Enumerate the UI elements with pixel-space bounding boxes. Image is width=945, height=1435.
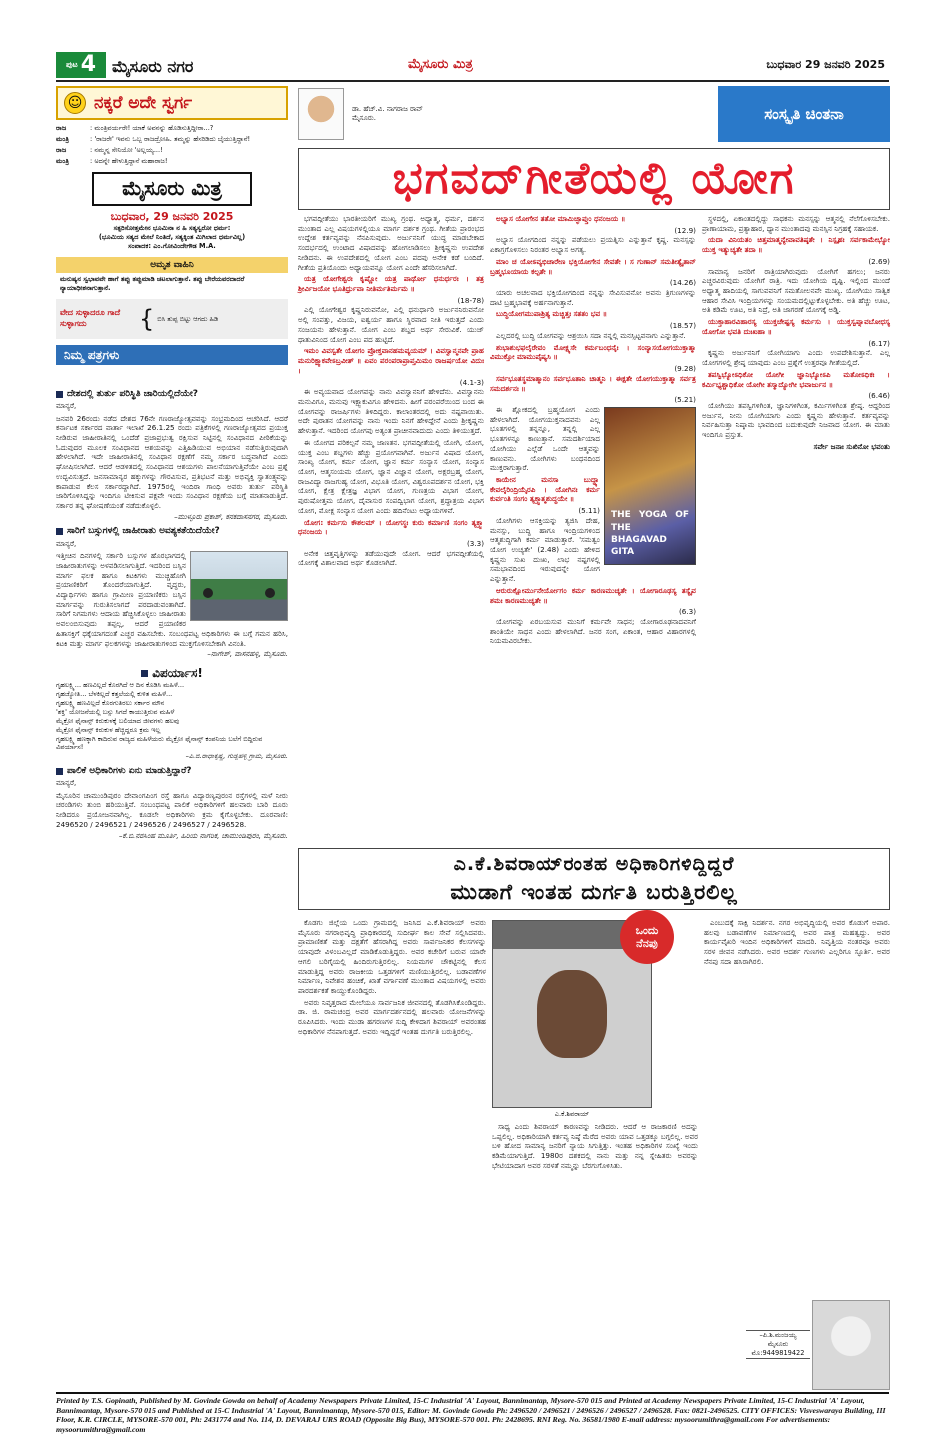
editor-name: ಸಂಪಾದಕ: ಎಂ.ಗೋವಿಂದೇಗೌಡ M.A. [128, 242, 216, 251]
article2-column-2 [492, 1122, 698, 1386]
shloka-ref: (18.57) [669, 321, 696, 331]
editorial-info [56, 210, 288, 252]
editorial-date: ಬುಧವಾರ, 29 ಜನವರಿ 2025 [110, 209, 234, 223]
article-paragraph: ಸಾಧ್ಯ ಎಂದು ಶಿವರಾಯ್ ಕಾರಣವನ್ನು ನೀಡಿದರು. ಆದರೆ ಆ ರಾಜಕಾರಣಿ ಅದನ್ನು ಒಪ್ಪಲಿಲ್ಲ. ಅಧಿಕಾರಿಯಾಗಿ ಕರ್ತವ್ಯ ನಿಷ್ಠೆ ಮೆರೆದ ಅವರು ಯಾವ ಒತ್ತಡಕ್ಕೂ ಬಗ್ಗಲಿಲ್ಲ. ಅವರ ಬಳಿ ಹೋದ ಸಾಮಾನ್ಯ ಜನರಿಗೆ ನ್ಯಾಯ ಸಿಗುತ್ತಿತ್ತು. ಇಂತಹ ಅಧಿಕಾರಿಗಳ ಸಂಖ್ಯೆ ಇಂದು ಕಡಿಮೆಯಾಗುತ್ತಿದೆ. 1980ರ ದಶಕದಲ್ಲಿ ನಾನು ಮತ್ತು ನನ್ನ ಸ್ನೇಹಿತರು ಅವರನ್ನು ಭೇಟಿಯಾದಾಗ ಅವರ ಸರಳತೆ ನಮ್ಮನ್ನು ಬೆರಗುಗೊಳಿಸಿತು. [492, 1122, 698, 1170]
shloka-ref: (6.17) [868, 338, 890, 348]
shloka-ref: (12.9) [674, 225, 696, 235]
bus-photo [190, 551, 288, 621]
page-number-box [56, 52, 106, 78]
dialogue-line: ಮಂತ್ರಿ : ಅದನ್ನೇ ಹೇಳುತ್ತಿದ್ದಾನೆ ಮಹಾರಾಜ! [56, 156, 168, 165]
article-paragraph: ಎಲ್ಲಿ ಯೋಗೇಶ್ವರ ಕೃಷ್ಣನಿರುವನೋ, ಎಲ್ಲಿ ಧನುರ್ಧಾರಿ ಅರ್ಜುನನಿರುವನೋ ಅಲ್ಲಿ ಸಂಪತ್ತು, ವಿಜಯ, ಐಶ್ವರ್ಯ ಹಾಗೂ ಸ್ಥಿರವಾದ ನೀತಿ ಇರುತ್ತದೆ ಎಂದು ಸಂಜಯನು ಹೇಳುತ್ತಾನೆ. ಯೋಗ ಎಂಬ ಶಬ್ದದ ಅರ್ಥ ಸೇರುವಿಕೆ. ಯುಜ್ ಧಾತುವಿನಿಂದ ಯೋಗ ಎಂಬ ಪದ ಹುಟ್ಟಿದೆ. [298, 305, 484, 344]
letter-body: ಮೈಸೂರಿನ ಚಾಮುಂಡಿಪುರಂ ದೇವಾಂಗಪಿಂಗ ರಸ್ತೆ ಹಾಗೂ ವಿದ್ಯಾರಣ್ಯಪುರಂನ ರಸ್ತೆಗಳಲ್ಲಿ ಮಳೆ ನೀರು ಚರಂಡಿಗಳು ತುಂಬಿ ಹರಿಯುತ್ತಿವೆ. ಸಂಬಂಧಪಟ್ಟ ಪಾಲಿಕೆ ಅಧಿಕಾರಿಗಳಿಗೆ ಹಲವಾರು ಬಾರಿ ದೂರು ನೀಡಿದರೂ ಪ್ರಯೋಜನವಾಗಿಲ್ಲ. ಕೂಡಲೇ ಅಧಿಕಾರಿಗಳು ಕ್ರಮ ಕೈಗೊಳ್ಳಬೇಕು. ದೂರವಾಣಿ: 2496520 / 2496521 / 2496526 / 2496527 / 2496528. [56, 790, 288, 829]
letter-greeting: ಮಾನ್ಯರೆ, [56, 539, 77, 548]
poem [56, 681, 288, 761]
letter-signature: –ನಾಗೇಶ್, ವಾಸನಹಳ್ಳಿ, ಮೈಸೂರು. [207, 649, 288, 659]
poem-line: ಗೃಹಲಕ್ಷ್ಮಿ... ಹಣವಿಲ್ಲದೆ ಕೊರಗಿದೆ ಆ ದಿನ ಕೊಡಿಸಿ ಮಹಿಳೆ... [56, 681, 185, 690]
brace-icon: { [139, 305, 155, 333]
article-paragraph: ಅಭ್ಯಾಸ ಯೋಗದಿಂದ ನನ್ನನ್ನು ಪಡೆಯಲು ಪ್ರಯತ್ನಿಸು ಎನ್ನುತ್ತಾನೆ ಕೃಷ್ಣ. ಮನಸ್ಸನ್ನು ಏಕಾಗ್ರಗೊಳಿಸಲು ನಿರಂತರ ಅಭ್ಯಾಸ ಅಗತ್ಯ. [490, 235, 696, 255]
column-banner: ಸಂಸ್ಕೃತಿ ಚಿಂತನಾ [718, 86, 890, 142]
laughing-face-icon: ☺ [64, 92, 86, 114]
author-block [298, 86, 568, 142]
shloka: ಯತ್ರ ಯೋಗೇಶ್ವರಃ ಕೃಷ್ಣೋ ಯತ್ರ ಪಾರ್ಥೋ ಧನುರ್ಧರಃ । ತತ್ರ ಶ್ರೀರ್ವಿಜಯೋ ಭೂತಿರ್ಧ್ರುವಾ ನೀತಿರ್ಮತಿರ್ಮಮ ॥ [298, 274, 484, 294]
article-paragraph: ಕೃಷ್ಣನು ಅರ್ಜುನನಿಗೆ ಯೋಗಿಯಾಗು ಎಂದು ಉಪದೇಶಿಸುತ್ತಾನೆ. ಎಲ್ಲ ಯೋಗಗಳಲ್ಲಿ ಶ್ರೇಷ್ಠ ಯಾವುದು ಎಂಬ ಪ್ರಶ್ನೆಗೆ ಉತ್ತರವೂ ಗೀತೆಯಲ್ಲಿದೆ. [702, 348, 890, 368]
article-paragraph: ಈ ಯೋಗದ ಪರಿಕಲ್ಪನೆ ನಮ್ಮ ಜಾಣತನ. ಭಗವದ್ಗೀತೆಯಲ್ಲಿ ಯೋಗಿ, ಯೋಗ, ಯುಕ್ತ ಎಂಬ ಶಬ್ದಗಳು ಹೆಚ್ಚು ಪ್ರಯೋಗವಾಗಿವೆ. ಅರ್ಜುನ ವಿಷಾದ ಯೋಗ, ಸಾಂಖ್ಯ ಯೋಗ, ಕರ್ಮ ಯೋಗ, ಜ್ಞಾನ ಕರ್ಮ ಸಂನ್ಯಾಸ ಯೋಗ, ಸಂನ್ಯಾಸ ಯೋಗ, ಆತ್ಮಸಂಯಮ ಯೋಗ, ಜ್ಞಾನ ವಿಜ್ಞಾನ ಯೋಗ, ಅಕ್ಷರಬ್ರಹ್ಮ ಯೋಗ, ರಾಜವಿದ್ಯಾ ರಾಜಗುಹ್ಯ ಯೋಗ, ವಿಭೂತಿ ಯೋಗ, ವಿಶ್ವರೂಪದರ್ಶನ ಯೋಗ, ಭಕ್ತಿ ಯೋಗ, ಕ್ಷೇತ್ರ ಕ್ಷೇತ್ರಜ್ಞ ವಿಭಾಗ ಯೋಗ, ಗುಣತ್ರಯ ವಿಭಾಗ ಯೋಗ, ಪುರುಷೋತ್ತಮ ಯೋಗ, ದೈವಾಸುರ ಸಂಪದ್ವಿಭಾಗ ಯೋಗ, ಶ್ರದ್ಧಾತ್ರಯ ವಿಭಾಗ ಯೋಗ, ಮೋಕ್ಷ ಸಂನ್ಯಾಸ ಯೋಗ ಎಂದು ಹದಿನೆಂಟು ಅಧ್ಯಾಯಗಳಿವೆ. [298, 437, 484, 515]
shloka-ref: (14.26) [669, 278, 696, 288]
article2-column-3 [704, 918, 890, 1294]
letter [56, 388, 288, 521]
letter-signature: –ಕೆ.ಬಿ.ನರಸಿಂಹ ಮೂರ್ತಿ, ಹಿರಿಯ ನಾಗರಿಕ, ಚಾಮುಂಡಿಪುರಂ, ಮೈಸೂರು. [118, 830, 288, 840]
shloka: ಯುಕ್ತಾಹಾರವಿಹಾರಸ್ಯ ಯುಕ್ತಚೇಷ್ಟಸ್ಯ ಕರ್ಮಸು । ಯುಕ್ತಸ್ವಪ್ನಾವಬೋಧಸ್ಯ ಯೋಗೋ ಭವತಿ ದುಃಖಹಾ ॥ [702, 317, 890, 336]
photo-caption: ಎ.ಕೆ.ಶಿವರಾಯ್ [554, 1110, 590, 1118]
article2-headline [298, 848, 890, 910]
article-paragraph: ಈ ಶ್ಲೋಕದಲ್ಲಿ ಬ್ರಹ್ಮಯೋಗ ಎಂದು ಹೇಳಲಾಗಿದೆ. ಯೋಗಯುಕ್ತನಾದವನು ಎಲ್ಲ ಭೂತಗಳಲ್ಲಿ ತನ್ನನ್ನೂ, ತನ್ನಲ್ಲಿ ಎಲ್ಲ ಭೂತಗಳನ್ನೂ ಕಾಣುತ್ತಾನೆ. ಸಮದರ್ಶಿಯಾದ ಯೋಗಿಯು ಎಲ್ಲೆಡೆ ಒಂದೇ ಆತ್ಮವನ್ನು ಕಾಣುವನು. ಯೋಗಿಗಳು ಬಂಧನದಿಂದ ಮುಕ್ತರಾಗುತ್ತಾರೆ. [490, 404, 600, 473]
poem-signature: –ಪಿ.ಜಿ.ರಾಧಾಕೃಷ್ಣ, ಗುಡ್ಡಹಳ್ಳಿ ಗ್ರಾಮ, ಮೈಸೂರು. [185, 752, 288, 761]
proverb-label: ವೇದ ಸುಳ್ಳಾದರೂ ಗಾದೆ ಸುಳ್ಳಾಗದು [60, 308, 121, 329]
shloka-ref: (5.21) [674, 395, 696, 405]
amrita-vahini-title: ಅಮೃತ ವಾಹಿನಿ [56, 257, 288, 273]
shloka: ತಪಸ್ವಿಭ್ಯೋಽಧಿಕೋ ಯೋಗೀ ಜ್ಞಾನಿಭ್ಯೋಽಪಿ ಮತೋಽಧಿಕಃ । ಕರ್ಮಿಭ್ಯಶ್ಚಾಧಿಕೋ ಯೋಗೀ ತಸ್ಮಾದ್ಯೋಗೀ ಭವಾರ್ಜುನ ॥ [702, 369, 890, 389]
poem-line: ಗೃಹಜ್ಯೋತಿ... ಬೆಳಕಿಲ್ಲದೆ ಕತ್ತಲೆಯಲ್ಲಿ ಕುಳಿತ ಮಹಿಳೆ... [56, 690, 173, 699]
article-paragraph: ಎಲ್ಲದರಲ್ಲಿ ಬುದ್ಧಿ ಯೋಗವನ್ನು ಆಶ್ರಯಿಸಿ ಸದಾ ನನ್ನಲ್ಲಿ ಮನಸ್ಸಿಟ್ಟವನಾಗು ಎನ್ನುತ್ತಾನೆ. [496, 330, 686, 340]
article-paragraph: ಅನೇಕ ಚಿತ್ತವೃತ್ತಿಗಳನ್ನು ತಡೆಯುವುದೇ ಯೋಗ. ಆದರೆ ಭಗವದ್ಗೀತೆಯಲ್ಲಿ ಯೋಗಕ್ಕೆ ವಿಶಾಲವಾದ ಅರ್ಥ ಕೊಡಲಾಗಿದೆ. [298, 548, 484, 568]
article2-author [746, 1330, 810, 1359]
shloka-ref: (6.3) [678, 607, 696, 617]
letter-signature: –ಮುಳ್ಳೂರು ಪ್ರಕಾಶ್, ಕನಕದಾಸನಗರ, ಮೈಸೂರು. [174, 511, 288, 521]
section-title: ಮೈಸೂರು ನಗರ [112, 57, 194, 76]
article-paragraph: ಎಂಬುದಕ್ಕೆ ಸಾಕ್ಷಿ ನಿದರ್ಶನ. ನಗರ ಅಭಿವೃದ್ಧಿಯಲ್ಲಿ ಅವರ ಕೊಡುಗೆ ಅಪಾರ. ಹಲವು ಬಡಾವಣೆಗಳ ನಿರ್ಮಾಣದಲ್ಲಿ ಅವರ ಪಾತ್ರ ಮಹತ್ವದ್ದು. ಅವರ ಕಾರ್ಯವೈಖರಿ ಇಂದಿನ ಅಧಿಕಾರಿಗಳಿಗೆ ಮಾದರಿ. ನಿವೃತ್ತಿಯ ನಂತರವೂ ಅವರು ಸರಳ ಜೀವನ ನಡೆಸಿದರು. ಅವರ ಆದರ್ಶ ಗುಣಗಳು ಎಲ್ಲರಿಗೂ ಸ್ಫೂರ್ತಿ. ಅವರ ನೆನಪು ಸದಾ ಹಸಿರಾಗಿರಲಿ. [704, 918, 890, 966]
poem-line: 'ಶಕ್ತಿ' ಯೋಜನೆಯಲ್ಲಿ ಬಸ್ಸು ಸಿಗದೆ ಕಾಯುತ್ತಿರುವ ಮಹಿಳೆ [56, 707, 175, 716]
proverb-box [56, 299, 288, 339]
poem-line: ಮೈಕ್ರೋ ಫೈನಾನ್ಸ್ ಕಿರುಕುಳ ಹೆಚ್ಚಿದ್ದರೂ ಕ್ರಮ ಇಲ್ಲ [56, 725, 161, 734]
dialogue-line: ಮಂತ್ರಿ : 'ರಾಜರೇ' ಇವನು ಒಬ್ಬ ರಾಜದ್ರೋಹಿ. ತಮ್ಮನ್ನು ಹೆಸರಿಡಿದು ಬೈಯುತ್ತಿದ್ದಾನೆ! [56, 134, 251, 143]
shloka: ಮಾಂ ಚ ಯೋಽವ್ಯಭಿಚಾರೇಣ ಭಕ್ತಿಯೋಗೇನ ಸೇವತೇ । ಸ ಗುಣಾನ್ ಸಮತೀತ್ಯೈತಾನ್ ಬ್ರಹ್ಮಭೂಯಾಯ ಕಲ್ಪತೇ ॥ [490, 256, 696, 276]
header-rule [56, 80, 889, 82]
article-column-1 [298, 214, 484, 840]
article-column-2 [490, 214, 696, 840]
nakkare-title: ನಕ್ಕರೆ ಅದೇ ಸ್ವರ್ಗ [94, 92, 193, 113]
letter-title: ದೇಶದಲ್ಲಿ ತುರ್ತು ಪರಿಸ್ಥಿತಿ ಜಾರಿಯಲ್ಲಿದೆಯೇ? [56, 388, 288, 400]
masthead: ಮೈಸೂರು ಮಿತ್ರ [408, 57, 473, 72]
article2-column-1 [298, 918, 486, 1386]
letter-title: ಪಾಲಿಕೆ ಅಧಿಕಾರಿಗಳು ಏನು ಮಾಡುತ್ತಿದ್ದಾರೆ? [56, 765, 288, 777]
letter-title: ಸಾರಿಗೆ ಬಸ್ಸುಗಳಲ್ಲಿ ಜಾಹೀರಾತು ಅವಶ್ಯಕತೆಯಿದೆಯೇ? [56, 525, 288, 537]
shloka: ಯೋಗ: ಕರ್ಮಸು ಕೌಶಲಮ್ । ಯೋಗಸ್ಥಃ ಕುರು ಕರ್ಮಾಣಿ ಸಂಗಂ ತ್ಯಕ್ತ್ವಾ ಧನಂಜಯ । [298, 517, 484, 537]
shloka-ref: (18-78) [457, 295, 484, 305]
article2-author-photo [812, 1300, 890, 1390]
badge-line-2: ನೆನಪು [636, 937, 658, 950]
poem-line: ಗೃಹಲಕ್ಷ್ಮಿ ಹಣವಿಲ್ಲದೆ ಕೊರಗುತಿರಲು ಸರ್ಕಾರ ಮೌನ [56, 698, 165, 707]
author-city: ಮೈಸೂರು. [352, 114, 377, 122]
square-bullet-icon [56, 528, 63, 535]
shloka: ಸರ್ವಭೂತಸ್ಥಮಾತ್ಮಾನಂ ಸರ್ವಭೂತಾನಿ ಚಾತ್ಮನಿ । ಈಕ್ಷತೇ ಯೋಗಯುಕ್ತಾತ್ಮಾ ಸರ್ವತ್ರ ಸಮದರ್ಶನಃ ॥ [490, 373, 696, 393]
article-paragraph: ಅವರು ನಿವೃತ್ತರಾದ ಮೇಲೆಯೂ ಸಾರ್ವಜನಿಕ ಜೀವನದಲ್ಲಿ ತೊಡಗಿಸಿಕೊಂಡಿದ್ದರು. ಡಾ. ಜಿ. ರಾಮಚಂದ್ರ ಅವರ ಮಾರ್ಗದರ್ಶನದಲ್ಲಿ ಹಲವಾರು ಯೋಜನೆಗಳನ್ನು ರೂಪಿಸಿದರು. ಇಂದು ಮುಡಾ ಹಗರಣಗಳ ಸುದ್ದಿ ಕೇಳಿದಾಗ ಶಿವರಾಯ್ ಅವರಂತಹ ಅಧಿಕಾರಿಗಳ ನೆನಪಾಗುತ್ತದೆ. ಅವರು ಇದ್ದಿದ್ದರೆ ಇಂತಹ ದುರ್ಗತಿ ಬರುತ್ತಿರಲಿಲ್ಲ. [298, 997, 486, 1036]
imprint-footer: Printed by T.S. Gopinath, Published by M. Govinde Gowda on behalf of Academy Newspapers Private Limited, 15-C Industrial 'A' Layout, Bannimantap, Mysore-570 015 and Printed at Academy Newspapers Private Limited, 15-C Industrial 'A' Layout, Bannimantap, Mysore-570 015 and Published at 15-C Industrial 'A' Layout, Bannimantap, Mysore-570 015, Editor: M. Govinde Gowda Ph: 2496520 / 2496521 / 2496526 / 2496527 / 2496528. Fax: 0821-2496525. CITY OFFICES: Visveswaraya Building, III Floor, K.R. CIRCLE, MYSORE-570 001, Ph: 2431774 and No. 114, D. DEVARAJ URS ROAD (Opposite Big Bus), MYSORE-570 001. Ph: 2428695. RNI Reg. No. 36581/1980 E-mail address: mysoorumithra@gmail.com For advertisements: mysoorumithra@gmail.com [56, 1392, 889, 1424]
article-paragraph: ಸ್ಥಳದಲ್ಲಿ, ಏಕಾಂತದಲ್ಲಿದ್ದು ಸಾಧಕನು ಮನಸ್ಸನ್ನು ಆತ್ಮನಲ್ಲಿ ನೆಲೆಗೊಳಿಸಬೇಕು. ಪ್ರಾಣಾಯಾಮ, ಪ್ರತ್ಯಾಹಾರ, ಧ್ಯಾನ ಮುಂತಾದವು ಮನಸ್ಸಿನ ನಿಗ್ರಹಕ್ಕೆ ಸಹಾಯಕ. [702, 214, 890, 233]
article-paragraph: ಯಾರು ಅಚಲವಾದ ಭಕ್ತಿಯೋಗದಿಂದ ನನ್ನನ್ನು ಸೇವಿಸುವನೋ ಅವನು ತ್ರಿಗುಣಗಳನ್ನು ದಾಟಿ ಬ್ರಹ್ಮಭಾವಕ್ಕೆ ಅರ್ಹನಾಗುತ್ತಾನೆ. [490, 288, 696, 307]
shloka: ಆರುರುಕ್ಷೋರ್ಮುನೇರ್ಯೋಗಂ ಕರ್ಮ ಕಾರಣಮುಚ್ಯತೇ । ಯೋಗಾರೂಢಸ್ಯ ತಸ್ಯೈವ ಶಮಃ ಕಾರಣಮುಚ್ಯತೇ ॥ [490, 585, 696, 605]
nakkare-banner [56, 86, 288, 120]
article-paragraph: ಯೋಗವನ್ನು ಏರಬಯಸುವ ಮುನಿಗೆ ಕರ್ಮವೇ ಸಾಧನ; ಯೋಗಾರೂಢನಾದವನಿಗೆ ಶಾಂತಿಯೇ ಸಾಧನ ಎಂದು ಹೇಳಲಾಗಿದೆ. ಜನರ ಸಂಗ, ಏಕಾಂತ, ಆಹಾರ ವಿಹಾರಗಳಲ್ಲಿ ನಿಯಮವಿರಬೇಕು. [490, 617, 696, 646]
officer-face [537, 970, 607, 1058]
poem-title: ವಿಪರ್ಯಾಸ! [56, 665, 288, 681]
shloka-ref: (3.3) [466, 539, 484, 548]
ondu-nenapu-badge [620, 910, 674, 964]
article-paragraph: ಯೋಗಿಯು ತಪಸ್ವಿಗಳಿಗಿಂತ, ಜ್ಞಾನಿಗಳಿಗಿಂತ, ಕರ್ಮಿಗಳಿಗಿಂತ ಶ್ರೇಷ್ಠ. ಆದ್ದರಿಂದ ಅರ್ಜುನ, ನೀನು ಯೋಗಿಯಾಗು ಎಂದು ಕೃಷ್ಣನು ಹೇಳುತ್ತಾನೆ. ಕರ್ತವ್ಯವನ್ನು ನಿರ್ವಹಿಸುತ್ತಾ ನಿಷ್ಕಾಮ ಭಾವದಿಂದ ಬದುಕುವುದೇ ನಿಜವಾದ ಯೋಗ. ಈ ಮಾತು ಇಂದಿಗೂ ಪ್ರಸ್ತುತ. [702, 400, 890, 440]
letter [56, 765, 288, 840]
article2-author-phone: ಮೊ:9449819422 [751, 1348, 805, 1357]
page-label: ಪುಟ [65, 59, 78, 69]
poem-line: ಗೃಹಲಕ್ಷ್ಮಿ ಹಣಕ್ಕಾಗಿ ಕಾದಿರುವ ರಾಜ್ಯದ ಮಹಿಳೆಯರು ಮೈಕ್ರೋ ಫೈನಾನ್ಸ್ ಕಂಪನಿಯ ಬಲೆಗೆ ಬಿದ್ದಿರುವ ವಿಪರ್ಯಾಸ! [56, 734, 263, 752]
article-paragraph: ಈ ಅವ್ಯಯವಾದ ಯೋಗವನ್ನು ನಾನು ವಿವಸ್ವಾನನಿಗೆ ಹೇಳಿದೆನು. ವಿವಸ್ವಾನನು ಮನುವಿಗೂ, ಮನುವು ಇಕ್ಷ್ವಾಕುವಿಗೂ ಹೇಳಿದನು. ಹೀಗೆ ಪರಂಪರೆಯಿಂದ ಬಂದ ಈ ಯೋಗವನ್ನು ರಾಜರ್ಷಿಗಳು ತಿಳಿದಿದ್ದರು. ಕಾಲಾಂತರದಲ್ಲಿ ಅದು ನಷ್ಟವಾಯಿತು. ಅದೇ ಪುರಾತನ ಯೋಗವನ್ನು ನಾನು ಇಂದು ನಿನಗೆ ಹೇಳಿದ್ದೇನೆ ಎಂದು ಶ್ರೀಕೃಷ್ಣನು ಹೇಳುತ್ತಾನೆ. ಇದರಿಂದ ಯೋಗವು ಅತ್ಯಂತ ಪ್ರಾಚೀನವಾದುದು ಎಂದು ತಿಳಿಯುತ್ತದೆ. [298, 387, 484, 436]
shloka-ref: (9.28) [674, 364, 696, 374]
page-number: 4 [80, 52, 97, 78]
letters-column [56, 384, 288, 840]
dialogue-line: ರಾಜ : ನಮ್ಮನ್ನ ಸೇನಿಯೋ 'ಅಲ್ಲಯ್ಯ...! [56, 145, 163, 154]
editorial-motto: ಸತ್ಪರಿಸೋತ್ತಮೇನ ಭೂಮಿನಾ ನ ಹಿ ಸತ್ಯಸ್ವರೋ ಧರ್ಮ: [113, 224, 231, 233]
article-paragraph: ಭಗವದ್ಗೀತೆಯು ಭಾರತೀಯರಿಗೆ ಮುಖ್ಯ ಗ್ರಂಥ. ಅಧ್ಯಾತ್ಮ, ಧರ್ಮ, ದರ್ಶನ ಮುಂತಾದ ಎಲ್ಲ ವಿಷಯಗಳಲ್ಲಿಯೂ ಮಾರ್ಗ ದರ್ಶಕ ಗ್ರಂಥ. ಗೀತೆಯ ಪ್ರಾರಂಭದ ಉದ್ದೇಶ ಕರ್ತವ್ಯವನ್ನು ನೆನಪಿಸುವುದು. ಅರ್ಜುನನಿಗೆ ಯುದ್ಧ ಮಾಡಬೇಕಾದ ಸಂದರ್ಭದಲ್ಲಿ ಉಂಟಾದ ವಿಷಾದವನ್ನು ಹೋಗಲಾಡಿಸಲು ಶ್ರೀಕೃಷ್ಣನು ಉಪದೇಶ ನೀಡಿದನು. ಈ ಉಪದೇಶದಲ್ಲಿ ಯೋಗ ಎಂಬ ಪದವು ಅನೇಕ ಕಡೆ ಬಂದಿದೆ. ಗೀತೆಯ ಪ್ರತಿಯೊಂದು ಅಧ್ಯಾಯವನ್ನೂ ಯೋಗ ಎಂದೇ ಹೆಸರಿಸಲಾಗಿದೆ. [298, 214, 484, 272]
shloka-ref: (4.1-3) [459, 377, 484, 387]
issue-date: ಬುಧವಾರ 29 ಜನವರಿ 2025 [766, 58, 885, 71]
shloka: ಬುದ್ಧಿಯೋಗಮುಪಾಶ್ರಿತ್ಯ ಮಚ್ಚಿತ್ತಃ ಸತತಂ ಭವ ॥ [496, 309, 608, 319]
shloka: ಶುಭಾಶುಭಫಲೈರೇವಂ ಮೋಕ್ಷ್ಯಸೇ ಕರ್ಮಬಂಧನೈಃ । ಸಂನ್ಯಾಸಯೋಗಯುಕ್ತಾತ್ಮಾ ವಿಮುಕ್ತೋ ಮಾಮುಪೈಷ್ಯಸಿ ॥ [490, 342, 696, 362]
badge-line-1: ಒಂದು [635, 923, 659, 937]
editorial-masthead: ಮೈಸೂರು ಮಿತ್ರ [92, 172, 252, 206]
left-column [56, 86, 288, 365]
author-photo [298, 88, 344, 140]
shloka-ref: (5.11) [578, 506, 600, 516]
poem-line: ಮೈಕ್ರೋ ಫೈನಾನ್ಸ್ ಕಿರುಕುಳಕ್ಕೆ ಬಲಿಯಾದ ಜೀವಗಳು ಹಲವು [56, 716, 180, 725]
article2-author-name: –ಪಿ.ಶಿ.ಮಂಜಯ್ಯ [759, 1331, 797, 1339]
letters-section-title: ನಿಮ್ಮ ಪತ್ರಗಳು [56, 345, 288, 365]
amrita-vahini-text: ಮನುಷ್ಯನ ಸ್ವಭಾವವೇ ಹಾಗೆ ತಪ್ಪು ತಪ್ಪುಮಾಡಿ ಚಟಲಾಗುತ್ತಾನೆ. ತಪ್ಪು ಬೇರೆಯವರದಾದರೆ ನ್ಯಾಯಾಧೀಶನಾಗುತ್ತಾನೆ. [60, 275, 245, 293]
joke-dialogue [56, 124, 288, 166]
shloka-ref: (6.46) [868, 391, 890, 401]
dialogue-line: ರಾಜ : ಮಂತ್ರಿವರ್ಯರೇ! ಯಾಕೆ ಅವನನ್ನು ಹೊಡಿಸುತ್ತಿದ್ದೀರಾ...? [56, 124, 214, 132]
article-column-3 [702, 214, 890, 840]
page-header [0, 0, 945, 82]
square-bullet-icon [141, 670, 148, 677]
shloka: ಇಮಂ ವಿವಸ್ವತೇ ಯೋಗಂ ಪ್ರೋಕ್ತವಾನಹಮವ್ಯಯಮ್ । ವಿವಸ್ವಾನ್ಮನವೇ ಪ್ರಾಹ ಮನುರಿಕ್ಷ್ವಾಕವೇಽಬ್ರವೀತ್ ॥ ಏವಂ ಪರಂಪರಾಪ್ರಾಪ್ತಮಿಮಂ ರಾಜರ್ಷಯೋ ವಿದುಃ । [298, 346, 484, 375]
letter [56, 525, 288, 658]
article-paragraph: ಕೊಡಗು ಜಿಲ್ಲೆಯ ಒಂದು ಗ್ರಾಮದಲ್ಲಿ ಜನಿಸಿದ ಎ.ಕೆ.ಶಿವರಾಯ್ ಅವರು ಮೈಸೂರು ನಗರಾಭಿವೃದ್ಧಿ ಪ್ರಾಧಿಕಾರದಲ್ಲಿ ಸುದೀರ್ಘ ಕಾಲ ಸೇವೆ ಸಲ್ಲಿಸಿದವರು. ಪ್ರಾಮಾಣಿಕತೆ ಮತ್ತು ದಕ್ಷತೆಗೆ ಹೆಸರಾಗಿದ್ದ ಅವರು ಸಾರ್ವಜನಿಕರ ಕೆಲಸಗಳನ್ನು ಯಾವುದೇ ವಿಳಂಬವಿಲ್ಲದೆ ಮಾಡಿಕೊಡುತ್ತಿದ್ದರು. ಅವರ ಕಚೇರಿಗೆ ಬರುವ ಯಾರೇ ಆಗಲಿ ಬರಿಗೈಯಲ್ಲಿ ಹಿಂದಿರುಗುತ್ತಿರಲಿಲ್ಲ. ನಿಯಮಗಳ ಚೌಕಟ್ಟಿನಲ್ಲಿ ಕೆಲಸ ಮಾಡುತ್ತಿದ್ದ ಅವರು ರಾಜಕೀಯ ಒತ್ತಡಗಳಿಗೆ ಮಣಿಯುತ್ತಿರಲಿಲ್ಲ. ಬಡಾವಣೆಗಳ ನಿರ್ಮಾಣ, ನಿವೇಶನ ಹಂಚಿಕೆ, ಖಾತೆ ವರ್ಗಾವಣೆ ಮುಂತಾದ ವಿಷಯಗಳಲ್ಲಿ ಅವರು ಪಾರದರ್ಶಕತೆ ಕಾಯ್ದುಕೊಂಡಿದ್ದರು. [298, 918, 486, 996]
gita-book-image: THE YOGA OF THE BHAGAVAD GITA [604, 407, 696, 565]
shloka-ref: (2.69) [868, 256, 890, 266]
letter-body: ಇತ್ತೀಚಿನ ದಿನಗಳಲ್ಲಿ ಸರ್ಕಾರಿ ಬಸ್ಸುಗಳ ಹೊರಭಾಗದಲ್ಲಿ ಜಾಹೀರಾತುಗಳನ್ನು ಅಳವಡಿಸಲಾಗುತ್ತಿದೆ. ಇದರಿಂದ ಬಸ್ಸಿನ ಮಾರ್ಗ ಫಲಕ ಹಾಗೂ ಕಿಟಕಿಗಳು ಮುಚ್ಚಿಹೋಗಿ ಪ್ರಯಾಣಿಕರಿಗೆ ತೊಂದರೆಯಾಗುತ್ತಿದೆ. ವೃದ್ಧರು, ವಿದ್ಯಾರ್ಥಿಗಳು ಹಾಗೂ ಗ್ರಾಮೀಣ ಪ್ರಯಾಣಿಕರು ಬಸ್ಸಿನ ಮಾರ್ಗವನ್ನು ಗುರುತಿಸಲಾಗದೆ ಪರದಾಡುವಂತಾಗಿದೆ. ಸಾರಿಗೆ ನಿಗಮಗಳು ಆದಾಯ ಹೆಚ್ಚಿಸಿಕೊಳ್ಳಲು ಜಾಹೀರಾತು ಅವಲಂಬಿಸುವುದು ತಪ್ಪಲ್ಲ, ಆದರೆ ಪ್ರಯಾಣಿಕರ ಹಿತಾಸಕ್ತಿಗೆ ಧಕ್ಕೆಯಾಗದಂತೆ ಎಚ್ಚರ ವಹಿಸಬೇಕು. ಸಂಬಂಧಪಟ್ಟ ಅಧಿಕಾರಿಗಳು ಈ ಬಗ್ಗೆ ಗಮನ ಹರಿಸಿ, ಕಿಟಕಿ ಮತ್ತು ಮಾರ್ಗ ಫಲಕಗಳನ್ನು ಜಾಹೀರಾತುಗಳಿಂದ ಮುಕ್ತಗೊಳಿಸಬೇಕಾಗಿ ವಿನಂತಿ. [56, 551, 288, 648]
letter-greeting: ಮಾನ್ಯರೆ, [56, 779, 77, 788]
proverb-text: ಬಿಸಿ ತುಪ್ಪ ಬಿಟ್ಟು ಆಗದು ಹಿಡಿ [157, 314, 219, 323]
square-bullet-icon [56, 768, 63, 775]
article-closing: ಸರ್ವೇ ಜನಾಃ ಸುಖಿನೋ ಭವಂತು [813, 441, 890, 451]
article-headline: ಭಗವದ್‌ಗೀತೆಯಲ್ಲಿ ಯೋಗ [298, 148, 890, 210]
article2-headline-line-2: ಮುಡಾಗೆ ಇಂತಹ ದುರ್ಗತಿ ಬರುತ್ತಿರಲಿಲ್ಲ [450, 879, 738, 904]
shloka: ಯದಾ ವಿನಿಯತಂ ಚಿತ್ತಮಾತ್ಮನ್ಯೇವಾವತಿಷ್ಠತೇ । ನಿಸ್ಪೃಹಃ ಸರ್ವಕಾಮೇಭ್ಯೋ ಯುಕ್ತ ಇತ್ಯುಚ್ಯತೇ ತದಾ ॥ [702, 235, 890, 255]
shloka: ಅಭ್ಯಾಸ ಯೋಗೇನ ತತೋ ಮಾಮಿಚ್ಛಾಪ್ತುಂ ಧನಂಜಯ ॥ [496, 214, 626, 223]
article-paragraph: ಯೋಗಿಗಳು ಆಸಕ್ತಿಯನ್ನು ತ್ಯಜಿಸಿ ದೇಹ, ಮನಸ್ಸು, ಬುದ್ಧಿ ಹಾಗೂ ಇಂದ್ರಿಯಗಳಿಂದ ಆತ್ಮಶುದ್ಧಿಗಾಗಿ ಕರ್ಮ ಮಾಡುತ್ತಾರೆ. 'ಸಮತ್ವಂ ಯೋಗ ಉಚ್ಯತೇ' (2.48) ಎಂದು ಹೇಳಿದ ಕೃಷ್ಣನು ಸುಖ ದುಃಖ, ಲಾಭ ನಷ್ಟಗಳಲ್ಲಿ ಸಮಭಾವದಿಂದ ಇರುವುದನ್ನೇ ಯೋಗ ಎನ್ನುತ್ತಾನೆ. [490, 515, 600, 584]
article2-headline-line-1: ಎ.ಕೆ.ಶಿವರಾಯ್‌ರಂತಹ ಅಧಿಕಾರಿಗಳಿದ್ದಿದ್ದರೆ [453, 853, 735, 875]
letter-greeting: ಮಾನ್ಯರೆ, [56, 402, 77, 411]
article-paragraph: ಸಾಮಾನ್ಯ ಜನರಿಗೆ ರಾತ್ರಿಯಾಗಿರುವುದು ಯೋಗಿಗೆ ಹಗಲು; ಜನರು ಎಚ್ಚರವಿರುವುದು ಯೋಗಿಗೆ ರಾತ್ರಿ. ಇದು ಯೋಗಿಯ ದೃಷ್ಟಿ. ಇಲ್ಲಿಂದ ಮುಂದೆ ಅಧ್ಯಾತ್ಮ ಹಾದಿಯಲ್ಲಿ ಸಾಗುವವನಿಗೆ ಸಮತೋಲನವೇ ಮುಖ್ಯ. ಯೋಗಿಯು ಸಾತ್ವಿಕ ಆಹಾರ ಸೇವಿಸಿ ಇಂದ್ರಿಯಗಳನ್ನು ಸಂಯಮದಲ್ಲಿಟ್ಟುಕೊಳ್ಳಬೇಕು. ಅತಿ ಹೆಚ್ಚು ಊಟ, ಅತಿ ಕಡಿಮೆ ಊಟ, ಅತಿ ನಿದ್ರೆ, ಅತಿ ಜಾಗರಣೆ ಯೋಗಕ್ಕೆ ಅಡ್ಡಿ. [702, 266, 890, 315]
square-bullet-icon [56, 391, 63, 398]
author-name: ಡಾ. ಹೆಚ್.ವಿ. ನಾಗರಾಜ ರಾವ್ [352, 104, 423, 113]
article2-author-city: ಮೈಸೂರು [767, 1339, 789, 1348]
editorial-motto-meaning: (ಭೂಮಿಯ ಸತ್ಯದ ಮೇಲೆ ನಿಂತಿದೆ, ಸತ್ಯಕ್ಕಿಂತ ಮಿಗಿಲಾದ ಧರ್ಮವಿಲ್ಲ) [98, 233, 246, 242]
shloka: ಕಾಯೇನ ಮನಸಾ ಬುದ್ಧ್ಯಾ ಕೇವಲೈರಿಂದ್ರಿಯೈರಪಿ । ಯೋಗಿನಃ ಕರ್ಮ ಕುರ್ವಂತಿ ಸಂಗಂ ತ್ಯಕ್ತ್ವಾತ್ಮಶುದ್ಧಯೇ ॥ [490, 474, 600, 504]
letter-body: ಜನವರಿ 26ರಂದು ನಡೆದ ದೇಶದ 76ನೇ ಗಣರಾಜ್ಯೋತ್ಸವವನ್ನು ಸಂಭ್ರಮದಿಂದ ಆಚರಿಸಿದೆ. ಆದರೆ ಕರ್ನಾಟಕ ಸರ್ಕಾರದ ವಾರ್ತಾ ಇಲಾಖೆ 26.1.25 ರಂದು ಪತ್ರಿಕೆಗಳಲ್ಲಿ ಗಣರಾಜ್ಯೋತ್ಸವದ ಪ್ರಯುಕ್ತ ನೀಡಿರುವ ಜಾಹೀರಾತಿನಲ್ಲಿ ಒಂದೆಡೆ ಪ್ರಜಾಪ್ರಭುತ್ವ ರಕ್ಷಿಸುವ ನಿಟ್ಟಿನಲ್ಲಿ ಸಂವಿಧಾನದ ಪೀಠಿಕೆಯನ್ನು ಓದುವುದರ ಮೂಲಕ ಸಂವಿಧಾನದ ಆಶಯವನ್ನು ಎತ್ತಿಹಿಡಿಯುವ ಅಭಿಯಾನ ನಡೆಸುತ್ತಿರುವುದಾಗಿ ಹೇಳಲಾಗಿದೆ. ಇದೇ ಜಾಹೀರಾತಿನಲ್ಲಿ ಸಂವಿಧಾನ ರಕ್ಷಣೆಗೆ ನಮ್ಮ ಸರ್ಕಾರ ಬದ್ಧವಾಗಿದೆ ಎಂದು ಘೋಷಿಸಲಾಗಿದೆ. ಆದರೆ ಆಡಳಿತದಲ್ಲಿ ಸಂವಿಧಾನದ ಆಶಯಗಳು ಪಾಲನೆಯಾಗುತ್ತಿವೆಯೇ ಎಂಬ ಪ್ರಶ್ನೆ ಉದ್ಭವಿಸುತ್ತದೆ. ಜನಸಾಮಾನ್ಯರ ಹಕ್ಕುಗಳನ್ನು ಗೌರವಿಸುವ, ಪ್ರತಿಭಟನೆ ಮತ್ತು ಅಭಿವ್ಯಕ್ತಿ ಸ್ವಾತಂತ್ರ್ಯವನ್ನು ಕಾಪಾಡುವ ಕೆಲಸ ಸರ್ಕಾರದ್ದಾಗಿದೆ. 1975ರಲ್ಲಿ ಇಂದಿರಾ ಗಾಂಧಿ ಅವರು ತುರ್ತು ಪರಿಸ್ಥಿತಿ ಜಾರಿಗೊಳಿಸಿದ್ದನ್ನು ಇಂದಿಗೂ ಟೀಕಿಸುವ ಪಕ್ಷವೇ ಇಂದು ಸಂವಿಧಾನ ರಕ್ಷಣೆಯ ಬಗ್ಗೆ ಮಾತನಾಡುತ್ತಿದೆ. ಸರ್ಕಾರ ತನ್ನ ಘೋಷಣೆಯಂತೆ ನಡೆದುಕೊಳ್ಳಲಿ. [56, 413, 288, 511]
